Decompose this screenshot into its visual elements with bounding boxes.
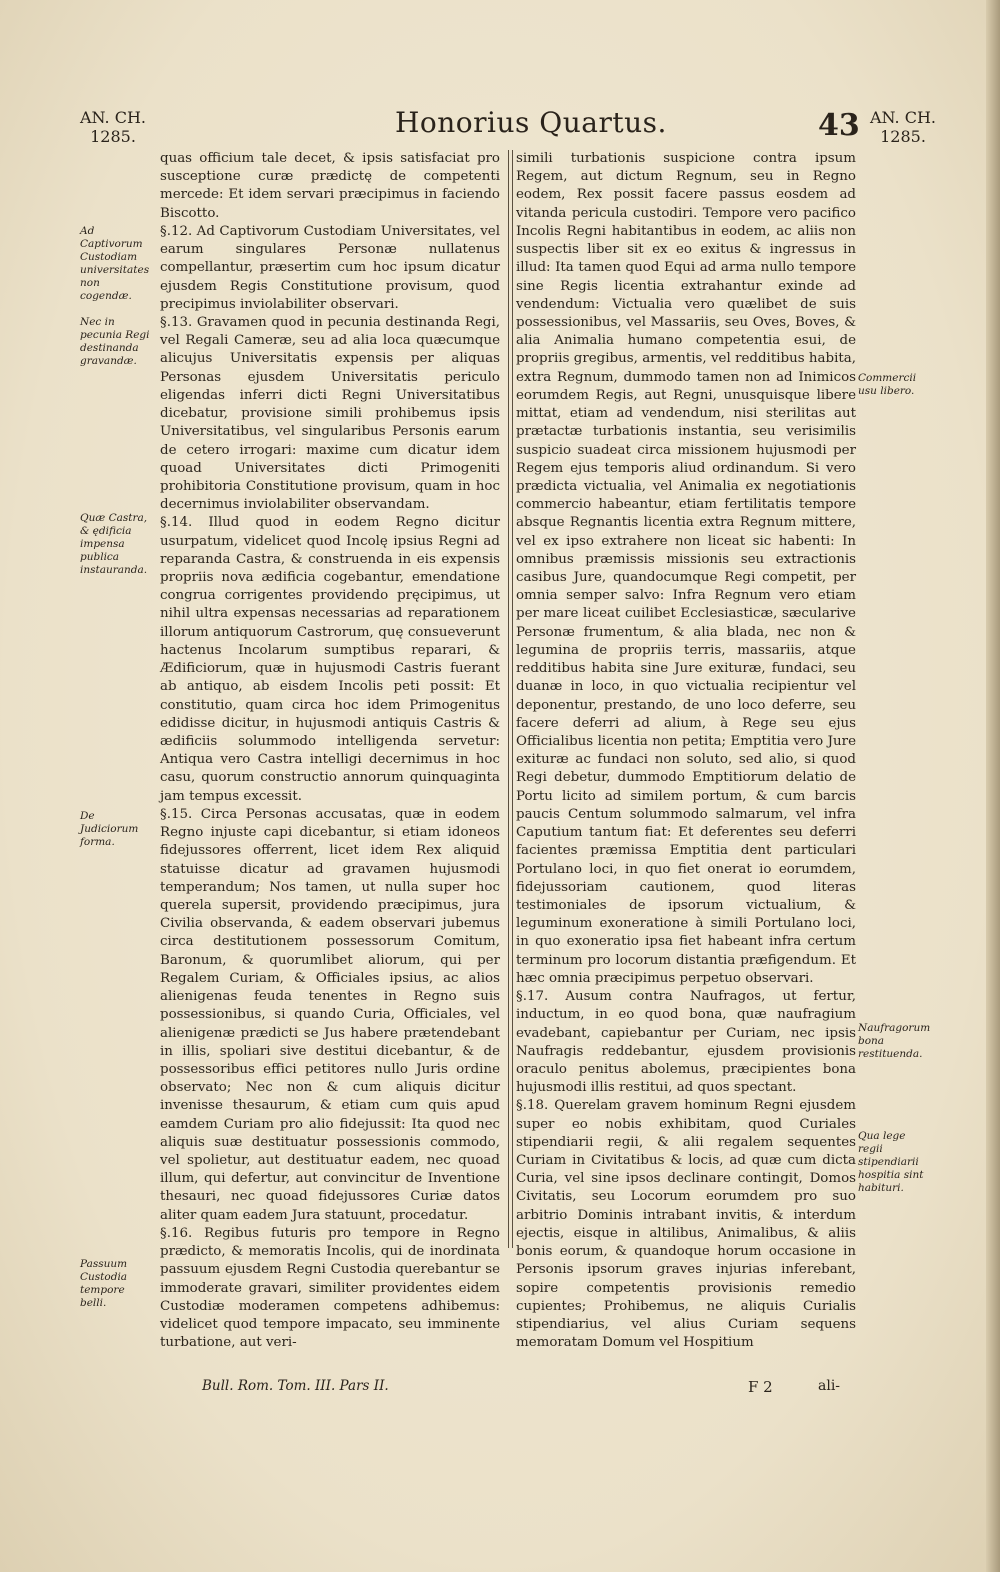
column-divider bbox=[508, 150, 509, 1248]
paragraph: simili turbationis suspicione contra ipsum Regem, aut dictum Regnum, seu in Regno eodem, Rex possit facere passus eosdem ad vitanda pericula custodiri. Tempore vero pacifico Incolis Regni habitantibus in eodem, ac aliis non suspectis liber sit ex eo exitus & ingressus in illud: Ita tamen quod Equi ad arma nullo tempore sine Regis licentia extrahantur exinde ad vendendum: Victualia vero quælibet de suis possessionibus, vel Massariis, seu Oves, Boves, & alia Animalia humano competentia esui, de propriis gregibus, armentis, vel redditibus habita, extra Regnum, dummodo tamen non ad Inimicos eorumdem Regis, aut Regni, unusquisque libere mittat, etiam ad vendendum, nisi sterilitas aut prætactæ turbationis instantia, seu verisimilis suspicio suadeat circa missionem hujusmodi per Regem ejus temporis aliud ordinandum. Si vero prædicta victualia, vel Animalia ex negotiationis commercio habeantur, etiam fertilitatis tempore absque Regnantis licentia extra Regnum mittere, vel ex ipso extrahere non liceat sic habenti: In omnibus præmissis missionis seu extractionis casibus Jure, quandocumque Regi competit, per omnia semper salvo: Infra Regnum vero etiam per mare liceat cuilibet Ecclesiasticæ, sæcularive Personæ frumentum, & alia blada, nec non & legumina de propriis terris, massariis, atque redditibus habita sine Jure exituræ, fundaci, seu duanæ in loco, in quo victualia recipientur vel deponentur, prestando, de uno loco deferre, seu facere deferri ad alium, à Rege seu ejus Officialibus licentia non petita; Emptitia vero Jure exituræ ac fundaci non soluto, sed alio, si quod Regi debetur, dummodo Emptitiorum delatio de Portu licito ad similem portum, & cum barcis paucis Centum solummodo salmarum, vel infra Caputium tantum fiat: Et deferentes seu deferri facientes præmissa Emptitia dent particulari Portulano loci, in quo fiet onerat io eorumdem, fidejussoriam cautionem, quod literas testimoniales de ipsorum victualium, & leguminum exoneratione à simili Portulano loci, in quo exoneratio ipsa fiet habeant infra certum terminum pro locorum distantia præfigendum. Et hæc omnia præcipimus perpetuo observari. bbox=[516, 151, 856, 986]
header-year-right bbox=[864, 108, 942, 146]
signature-mark: F 2 bbox=[748, 1378, 773, 1396]
margin-note: Nec in pecunia Regi destinanda gravandæ. bbox=[80, 316, 150, 367]
year-label-left: AN. CH. bbox=[80, 108, 146, 127]
margin-note: De Judiciorum forma. bbox=[80, 810, 139, 848]
margin-note: Passuum Custodia tempore belli. bbox=[80, 1258, 128, 1309]
catchword: ali- bbox=[818, 1378, 841, 1394]
paragraph: §.15. Circa Personas accusatas, quæ in eodem Regno injuste capi dicebantur, si etiam idoneos fidejussores offerrent, licet idem Rex aliquid statuisse dicatur ad gravamen hujusmodi temperandum; Nos tamen, ut nulla super hoc querela supersit, providendo præcipimus, jura Civilia observanda, & eadem observari jubemus circa destitutionem possessorum Comitum, Baronum, & quorumlibet aliorum, qui per Regalem Curiam, & Officiales ipsius, ac alios alienigenas feuda tenentes in Regno suis possessionibus, si quando Curia, Officiales, vel alienigenæ prædicti se Jus habere prætendebant in illis, spoliari sive destitui dicebantur, & de possessoribus effici petitores nullo Juris ordine observato; Nec non & cum aliquis dicitur invenisse thesaurum, & etiam cum quis apud eamdem Curiam pro alio fidejussit: Ita quod nec aliquis suæ destituatur possessionis commodo, vel spolietur, aut destituatur eadem, nec quoad illum, qui defertur, aut convincitur de Inventione thesauri, nec quoad fidejussores Curiæ datos aliter quam eadem Jura statuunt, procedatur. bbox=[160, 806, 500, 1223]
paragraph: §.17. Ausum contra Naufragos, ut fertur, inductum, in eo quod bona, quæ naufragium evadebant, capiebantur per Curiam, nec ipsis Naufragis reddebantur, ejusdem provisionis oraculo penitus abolemus, præcipientes bona hujusmodi illis restitui, ad quos spectant. bbox=[516, 989, 856, 1096]
margin-note: Naufragorum bona restituenda. bbox=[858, 1022, 931, 1060]
paragraph: §.14. Illud quod in eodem Regno dicitur usurpatum, videlicet quod Incolę ipsius Regni ad reparanda Castra, & construenda in eis expensis propriis nova ædificia cogebantur, emendatione congrua corrigentes providendo pręcipimus, ut nihil ultra expensas necessarias ad reparationem illorum antiquorum Castrorum, quę consueverunt hactenus Incolarum sumptibus reparari, & Ædificiorum, quæ in hujusmodi Castris fuerant ab antiquo, ab eisdem Incolis peti possit: Et constitutio, quam circa hoc idem Primogenitus edidisse dicitur, in hujusmodi antiquis Castris & ædificiis solummodo intelligenda servetur: Antiqua vero Castra intelligi decernimus in hoc casu, quorum constructio annorum quinquaginta jam tempus excessit. bbox=[160, 515, 500, 804]
paragraph: §.13. Gravamen quod in pecunia destinanda Regi, vel Regali Cameræ, seu ad alia loca quæcumque alicujus Universitatis expensis per aliquas Personas ejusdem Universitatis periculo eligendas inferri dicti Regni Universitatibus dicebatur, provisione simili prohibemus ipsis Universitatibus, vel singularibus Personis earum de cetero irrogari: maxime cum dicatur idem quoad Universitates dicti Primogeniti prohibitoria Constitutione provisum, quam in hoc decernimus inviolabiliter observandam. bbox=[160, 314, 500, 513]
paragraph: §.12. Ad Captivorum Custodiam Universitates, vel earum singulares Personæ nullatenus compellantur, præsertim cum hoc ipsum dicatur ejusdem Regis Constitutione provisum, quod precipimus inviolabiliter observari. bbox=[160, 223, 500, 312]
header-year-left bbox=[74, 108, 152, 146]
margin-note: Quæ Castra, & ędificia impensa publica instauranda. bbox=[80, 512, 148, 576]
paragraph: §.18. Querelam gravem hominum Regni ejusdem super eo nobis exhibitam, quod Curiales stipendiarii regii, & alii regalem sequentes Curiam in Civitatibus & locis, ad quæ cum dicta Curia, vel sine ipsos declinare contingit, Domos Civitatis, seu Locorum eorumdem pro suo arbitrio Dominis intrabant invitis, & interdum ejectis, eisque in altilibus, Animalibus, & aliis bonis eorum, & quandoque horum occasione in Personis ipsorum graves injurias inferebant, sopire competentis provisionis remedio cupientes; Prohibemus, ne aliquis Curialis stipendiarius, vel alius Curiam sequens memoratam Domum vel Hospitium bbox=[516, 1098, 856, 1351]
page-title: Honorius Quartus. bbox=[395, 106, 667, 139]
column-divider bbox=[512, 150, 513, 1248]
footer-citation: Bull. Rom. Tom. III. Pars II. bbox=[202, 1378, 389, 1394]
year-label-right: AN. CH. bbox=[870, 108, 936, 127]
paragraph: §.16. Regibus futuris pro tempore in Regno prædicto, & memoratis Incolis, qui de inordinata passuum ejusdem Regni Custodia querebantur se immoderate gravari, similiter providentes eidem Custodiæ moderamen competens adhibemus: videlicet quod tempore impacato, seu imminente turbatione, aut veri- bbox=[160, 1225, 500, 1351]
year-left: 1285. bbox=[90, 127, 136, 146]
right-column bbox=[516, 150, 856, 1352]
paragraph: quas officium tale decet, & ipsis satisfaciat pro susceptione curæ prædictę de competenti mercede: Et idem servari præcipimus in faciendo Biscotto. bbox=[160, 151, 500, 221]
left-column bbox=[160, 150, 500, 1352]
year-right: 1285. bbox=[880, 127, 926, 146]
page-number: 43 bbox=[818, 108, 860, 143]
margin-note: Qua lege regii stipendiarii hospitia sint habituri. bbox=[858, 1130, 924, 1194]
margin-note: Commercii usu libero. bbox=[858, 372, 917, 397]
page-edge bbox=[986, 0, 1000, 1572]
margin-note: Ad Captivorum Custodiam universitates non cogendæ. bbox=[80, 225, 150, 302]
